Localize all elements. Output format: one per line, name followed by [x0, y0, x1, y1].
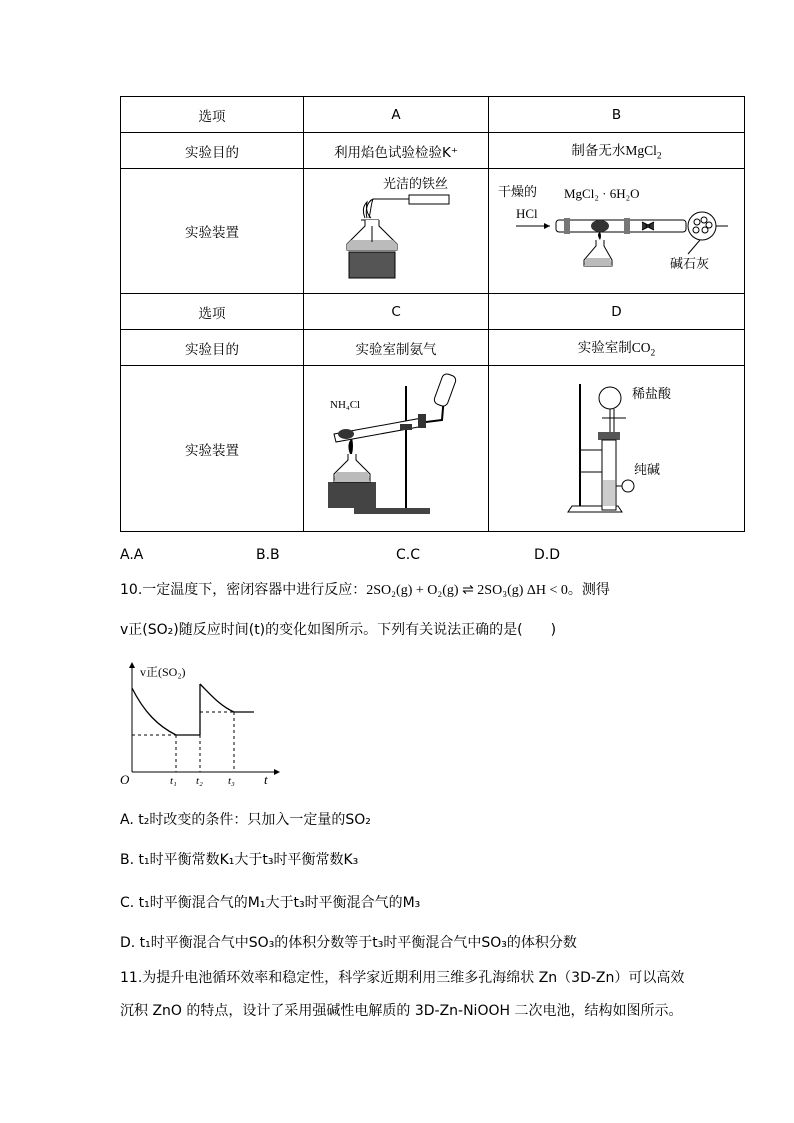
purpose-label: 实验目的 — [121, 133, 304, 169]
q11-line2: 沉积 ZnO 的特点，设计了采用强碱性电解质的 3D-Zn-NiOOH 二次电池，结构如图所示。 — [120, 1003, 683, 1019]
header-d: D — [489, 294, 745, 330]
q11-line1: 11.为提升电池循环效率和稳定性，科学家近期利用三维多孔海绵状 Zn（3D-Zn）可以高效 — [120, 970, 685, 986]
purpose-a: 利用焰色试验检验K⁺ — [304, 133, 489, 169]
header-c: C — [304, 294, 489, 330]
device-b-cell — [489, 169, 745, 294]
device-d-cell — [489, 366, 745, 532]
q10-line2: v正(SO₂)随反应时间(t)的变化如图所示。下列有关说法正确的是( ) — [120, 622, 557, 638]
co2-apparatus — [532, 372, 702, 522]
device-a-cell — [304, 169, 489, 294]
svg-text:NH₄Cl: NH₄Cl — [329, 398, 360, 411]
tick-t3: t₃ — [228, 775, 235, 787]
graph-ylabel: v正(SO₂) — [140, 665, 186, 679]
choice-a: A.A — [120, 547, 144, 563]
purpose-label-2: 实验目的 — [121, 330, 304, 366]
experiment-table — [120, 96, 745, 532]
flame-test-apparatus — [321, 170, 471, 288]
device-label-2: 实验装置 — [121, 366, 304, 532]
device-c-cell — [304, 366, 489, 532]
graph-origin: O — [120, 772, 130, 787]
graph-xlabel: t — [264, 772, 268, 787]
svg-text:HCl: HCl — [515, 206, 538, 221]
svg-text:纯碱: 纯碱 — [633, 461, 660, 477]
svg-text:MgCl₂ · 6H₂O: MgCl₂ · 6H₂O — [563, 186, 640, 201]
header-b: B — [489, 97, 745, 133]
q10-line1: 10.一定温度下，密闭容器中进行反应：2SO₂(g) + O₂(g) ⇌ 2SO₃(g) ΔH < 0。测得 — [120, 582, 610, 598]
device-label: 实验装置 — [121, 169, 304, 294]
header-a: A — [304, 97, 489, 133]
svg-text:稀盐酸: 稀盐酸 — [631, 385, 671, 401]
tick-t1: t₁ — [170, 775, 177, 787]
mgcl2-apparatus — [492, 170, 742, 288]
choice-b: B.B — [256, 547, 280, 563]
ammonia-apparatus — [314, 372, 479, 522]
choice-d: D.D — [534, 547, 561, 563]
header-option: 选项 — [121, 97, 304, 133]
header2-option: 选项 — [121, 294, 304, 330]
svg-text:光洁的铁丝: 光洁的铁丝 — [383, 176, 449, 191]
q10-graph — [118, 660, 288, 790]
q10-option-c: C. t₁时平衡混合气的M₁大于t₃时平衡混合气的M₃ — [120, 895, 421, 911]
q10-option-b: B. t₁时平衡常数K₁大于t₃时平衡常数K₃ — [120, 852, 359, 868]
q10-option-d: D. t₁时平衡混合气中SO₃的体积分数等于t₃时平衡混合气中SO₃的体积分数 — [120, 935, 577, 951]
purpose-b: 制备无水MgCl$_2$ — [489, 133, 745, 169]
purpose-d: 实验室制$CO_2$ — [489, 330, 745, 366]
svg-text:干燥的: 干燥的 — [497, 184, 537, 199]
choice-c: C.C — [396, 547, 421, 563]
tick-t2: t₂ — [196, 775, 203, 787]
q10-option-a: A. t₂时改变的条件：只加入一定量的SO₂ — [120, 812, 371, 828]
purpose-c: 实验室制氨气 — [304, 330, 489, 366]
svg-text:碱石灰: 碱石灰 — [669, 256, 709, 271]
